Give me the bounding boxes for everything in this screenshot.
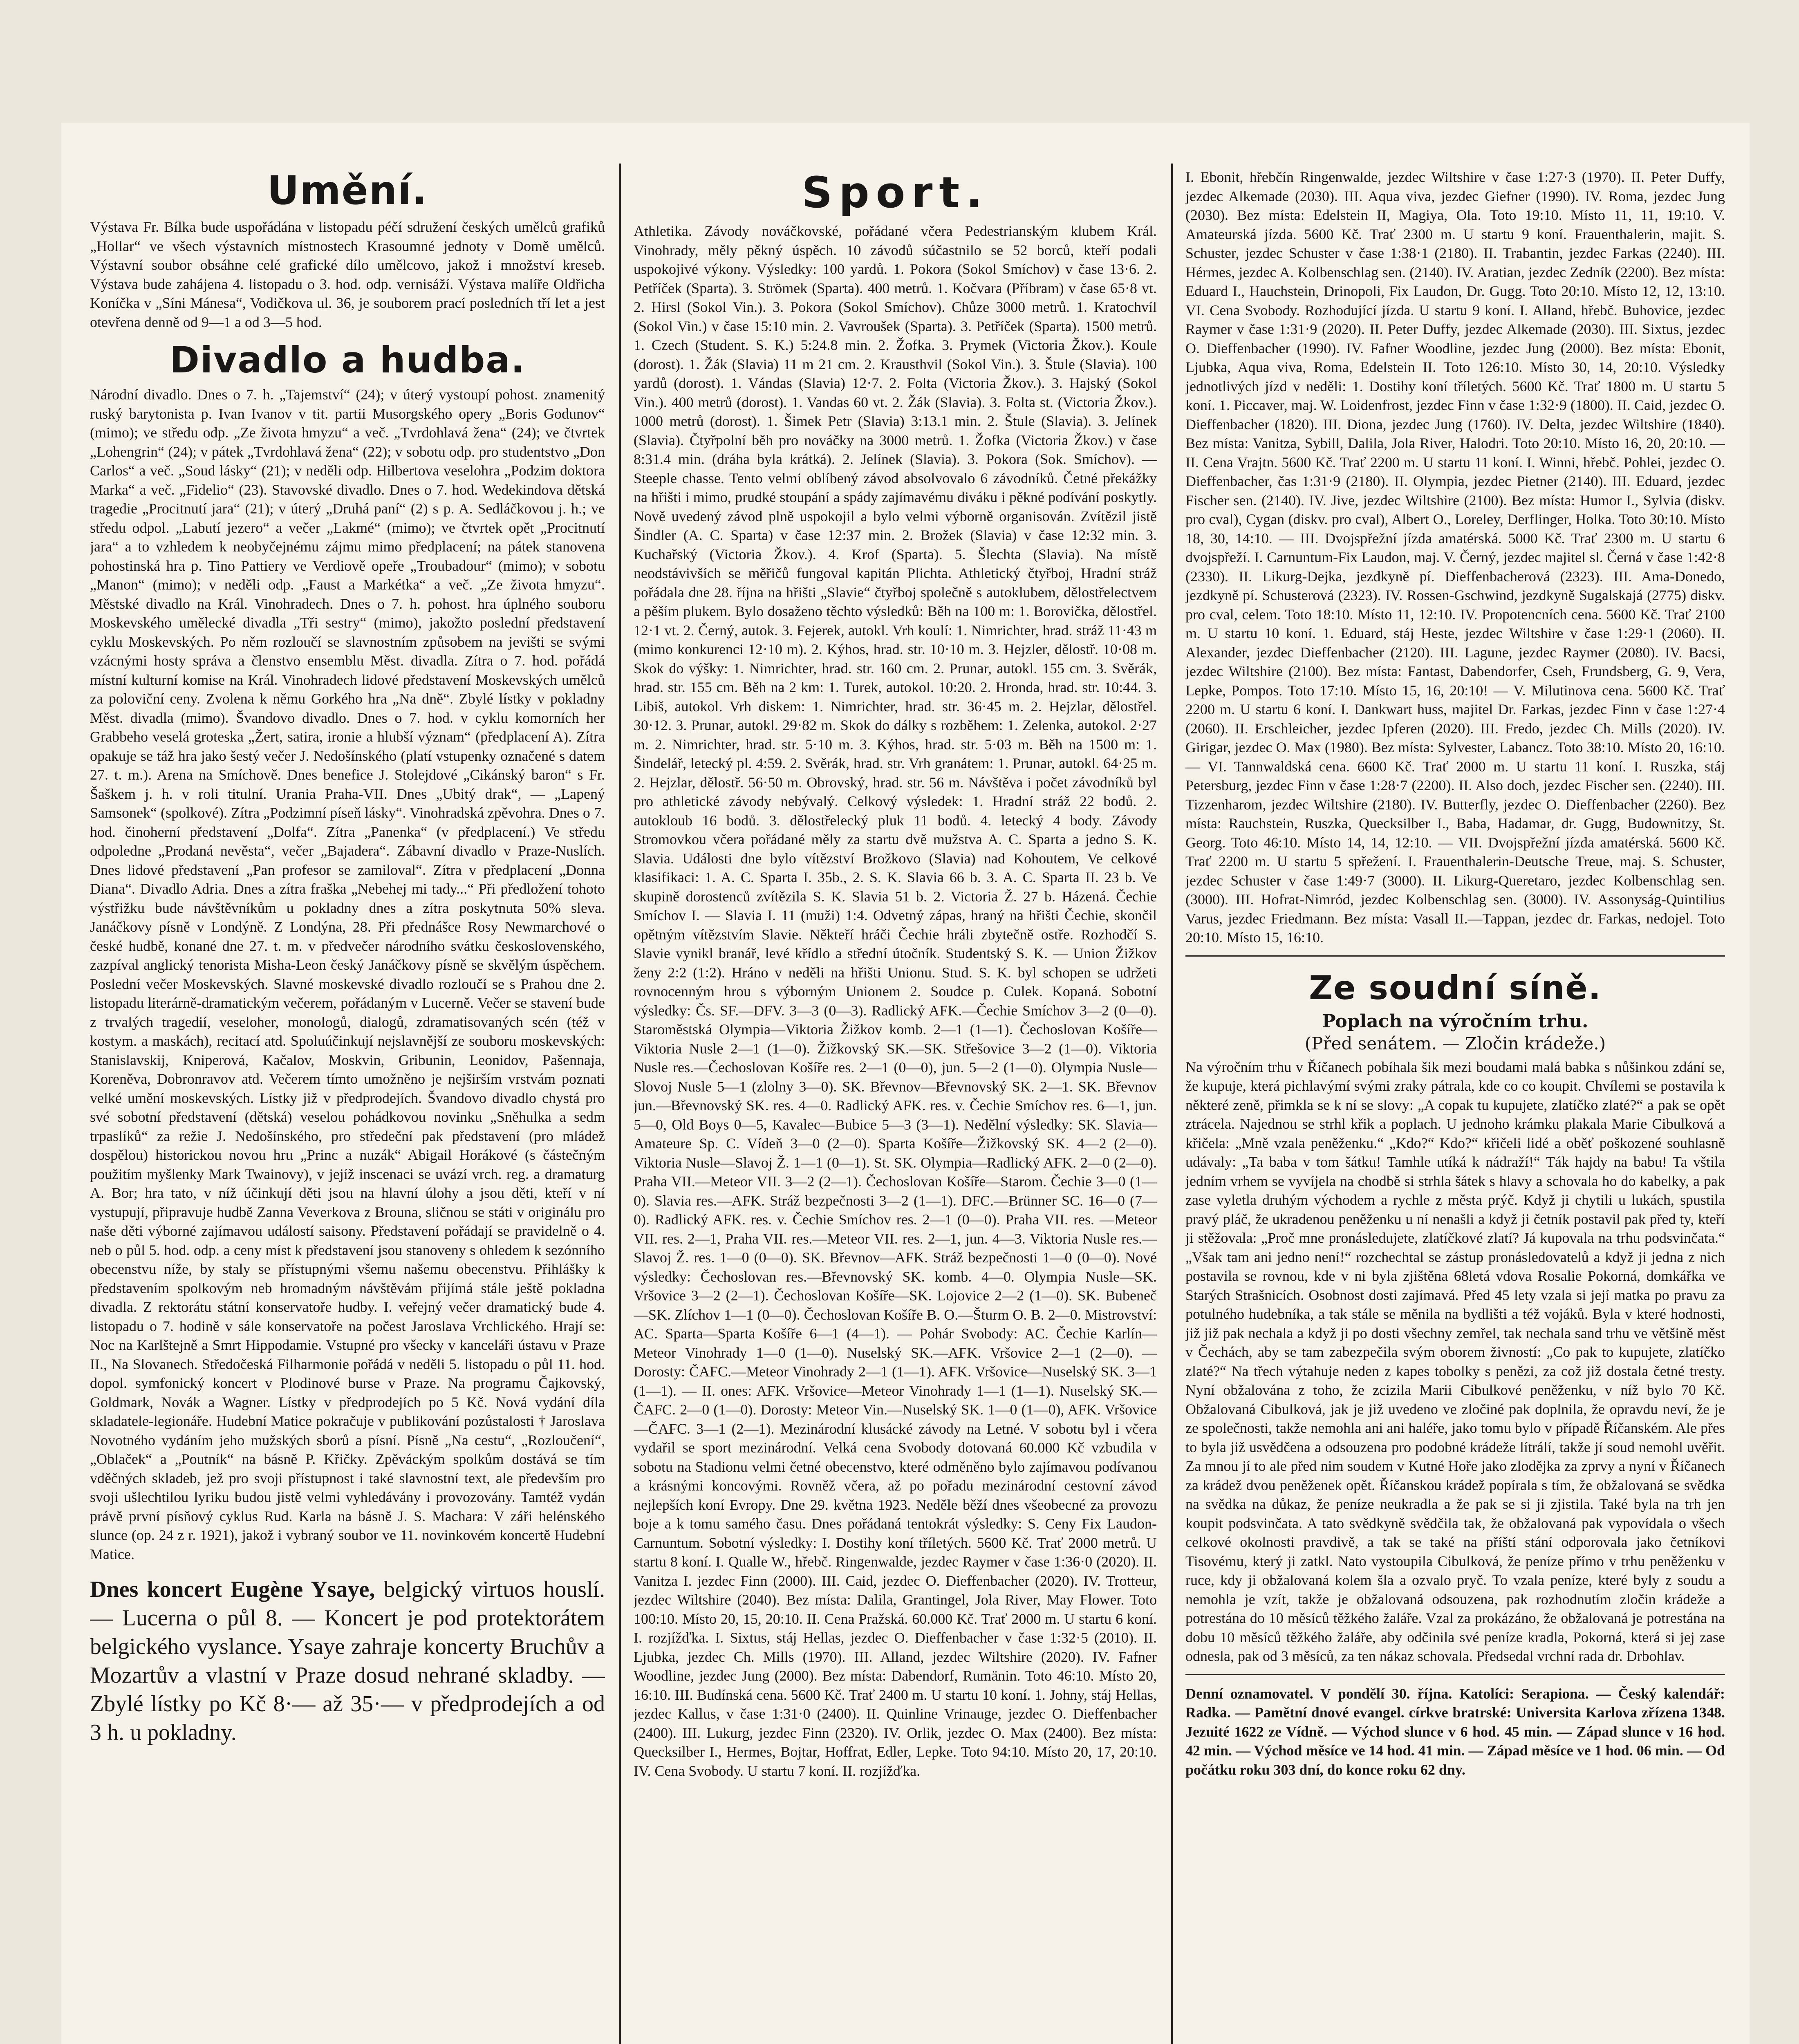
article-court: Na výročním trhu v Říčanech pobíhala šik mezi boudami malá babka s nůšinkou zdání se, že kupuje, která pichlavýmí svými zraky pátrala, kde co co koupit. Chvílemi se postavila k některé zeně, přimkla se k ní se slovy: „A copak tu kupujete, zlatíčko zlaté?“ a pak se opět ztrácela. Najednou se strhl křik a poplach. U jednoho krámku plakala Marie Cibulková a křičela: „Mně vzala peněženku.“ „Kdo?“ Kdo?“ křičeli lidé a oběť poškozené souhlasně udávaly: „Ta baba v tom šátku! Tamhle utíká k nádraží!“ Ták hajdy na babu! Ta vštila jedním vrhem se vyvíjela na chodbě si strhla šátek s hlavy a schovala ho do kabelky, a pak zase vyletla druhým východem a rychle z města prýč. Když ji chytili u lukách, spustila pravý pláč, že ukradenou peněženku u ní nenašli a když ji četník postavil pak před ty, kteří ji stěžovala: „Proč mne pronásledujete, zlatíčkové zlatí? Já kupovala na trhu podsvinčata.“ „Však tam ani jedno není!“ rozchechtal se zástup pronásledovatelů a když ji jedna z nich postavila se rovnou, kde v ni byla zjištěna 68letá vdova Rosalie Pokorná, domkářka ve Starých Strašnicích. Osobnost dosti zajímavá. Před 45 lety vzala si její matka po pravu za potulného hudebníka, a tak stále se měnila na bydlišti a též vojáků. Byla v které hodnosti, již již pak nechala a když ji po dosti všechny zemřel, tak nechala sand trhu ve většině měst v Čechách, aby se tam zabezpečila svým oborem živností: „Co pak to kupujete, zlatíčko zlaté?“ Na třech výtahuje neden z kapes tobolky s penězi, za což již dostala četné tresty. Nyní obžalována z toho, že zcizila Marii Cibulkové peněženku, v níž bylo 70 Kč. Obžalovaná Cibulková, jak je již uvedeno ve zločiné pak doplnila, že opravdu neví, že je ze společnosti, takže nemohla ani ani haléře, jako tomu bylo v případě Říčanském. Ale přes to byla již usvědčena a odsouzena pro podobné krádeže lítrálí, takže jí soud nemohl uvěřit. Za mnou jí to ale před nim soudem v Kutné Hoře jako zlodějka za zprvy a nyní v Říčanech za krádež dvou peněženek opět. Říčanskou krádež popírala s tím, že obžalovaná se svědka na svědka na důkaz, že peníze neukradla a že pak se si ji zjistila. Také byla na trh jen koupit podsvinčata. A tato svědkyně svědčila tak, že obžalovaná pak vypovídala o všech celkové okolnosti pravdivě, a tak se také na příští stání odporovala jako četníkovi Tisovému, který ji zatkl. Nato vystoupila Cibulková, že peníze přímo v trhu peněženku v ruce, kdy ji obžalovaná kolem šla a ozvalo pryč. To vzala peníze, které byly z soudu a nemohla je vzít, takže je obžalovaná odsouzena, pak rozhodnutím zločin krádeže a potrestána do 10 měsíců těžkého žaláře. Vzal za prokázáno, že obžalovaná je potrestána na dobu 10 měsíců těžkého žaláře, aby odčinila své peníze kradla, Pokorná, která si jej zase odnesla, pak od 3 měsíců, za ten nákaz schovala. Předsedal vrchní rada dr. Drbohlav. xyxy=(1185,1058,1725,1664)
court-subheading: Poplach na výročním trhu. xyxy=(1322,1011,1588,1032)
daily-announcer: Denní oznamovatel. V pondělí 30. října. Katolíci: Serapiona. — Český kalendář: Radka. — Pamětní dnové evangel. církve bratrské: Universita Karlova zřízena 1348. Jezuité 1622 ze Vídně. — Východ slunce v 6 hod. 45 min. — Západ slunce v 16 hod. 42 min. — Východ měsíce ve 14 hod. 41 min. — Západ měsíce ve 1 hod. 06 min. — Od počátku roku 303 dní, do konce roku 62 dny. xyxy=(1185,1685,1725,1778)
article-sport-continued: I. Ebonit, hřebčín Ringenwalde, jezdec Wiltshire v čase 1:27·3 (1970). II. Peter Duffy, jezdec Alkemade (2030). III. Aqua viva, jezdec Giefner (1990). IV. Roma, jezdec Jung (2030). Bez místa: Edelstein II, Magiya, Ola. Toto 19:10. Místo 11, 11, 19:10. V. Amateurská jízda. 5600 Kč. Trať 2300 m. U startu 9 koní. Frauenthalerin, majit. S. Schuster, jezdec Schuster v čase 1:38·1 (2180). II. Trabantin, jezdec Farkas (2240). III. Hérmes, jezdec A. Kolbenschlag sen. (2140). IV. Aratian, jezdec Zedník (2200). Bez místa: Eduard I., Hauchstein, Drinopoli, Fix Laudon, Dr. Gugg. Toto 20:10. Místo 12, 12, 13:10. VI. Cena Svobody. Rozhodující jízda. U startu 9 koní. I. Alland, hřebč. Buhovice, jezdec Raymer v čase 1:31·9 (2020). II. Peter Duffy, jezdec Alkemade (2030). III. Sixtus, jezdec O. Dieffenbacher (1990). IV. Fafner Woodline, jezdec Jung (2000). Bez místa: Ebonit, Ljubka, Aqua viva, Roma, Edelstein II. Toto 126:10. Místo 30, 14, 20:10. Výsledky jednotlivých jízd v neděli: 1. Dostihy koní tříletých. 5600 Kč. Trať 1800 m. U startu 5 koní. 1. Piccaver, maj. W. Loidenfrost, jezdec Finn v čase 1:32·9 (1800). II. Caid, jezdec O. Dieffenbacher (1820). III. Diona, jezdec Jung (1760). IV. Delta, jezdec Wiltshire (1840). Bez místa: Vanitza, Sybill, Dalila, Jola River, Halodri. Toto 20:10. Místo 16, 20, 20:10. — II. Cena Vrajtn. 5600 Kč. Trať 2200 m. U startu 11 koní. I. Winni, hřebč. Pohlei, jezdec O. Dieffenbacher, čas 1:31·9 (2180). II. Olympia, jezdec Pietner (2140). III. Eduard, jezdec Fischer sen. (2140). IV. Jive, jezdec Wiltshire (2100). Bez místa: Humor I., Sylvia (diskv. pro cval), Cygan (diskv. pro cval), Albert O., Loreley, Derflinger, Holka. Toto 30:10. Místo 18, 30, 14:10. — III. Dvojspřežní jízda amatérská. 5000 Kč. Trať 2300 m. U startu 6 dvojspřeží. I. Carnuntum-Fix Laudon, maj. V. Černý, jezdec majitel sl. Černá v čase 1:42·8 (2330). II. Likurg-Dejka, jezdkyně pí. Dieffenbacherová (2323). III. Ama-Donedo, jezdkyně pí. Schusterová (2323). IV. Rossen-Gschwind, jezdkyně Sugalskajá (2775) diskv. pro cval, celem. Toto 18:10. Místo 11, 12:10. IV. Propotencních cena. 5600 Kč. Trať 2100 m. U startu 10 koní. 1. Eduard, stáj Heste, jezdec Wiltshire v čase 1:29·1 (2060). II. Alexander, jezdec Dieffenbacher (2120). III. Lagune, jezdec Raymer (2080). IV. Bacsi, jezdec Wiltshire (2100). Bez místa: Fantast, Dabendorfer, Cseh, Frundsberg, G. 9, Vera, Lepke, Pompos. Toto 17:10. Místo 15, 16, 20:10! — V. Milutinova cena. 5600 Kč. Trať 2200 m. U startu 6 koní. I. Dankwart huss, majitel Dr. Farkas, jezdec Finn v čase 1:27·4 (2060). II. Erschleicher, jezdec Ipferen (2020). III. Fredo, jezdec Ch. Mills (2020). IV. Girigar, jezdec O. Max (1980). Bez místa: Sylvester, Labancz. Toto 38:10. Místo 20, 16:10. — VI. Tannwaldská cena. 6600 Kč. Trať 2000 m. U startu 11 koní. I. Ruszka, stáj Petersburg, jezdec Finn v čase 1:28·7 (2200). II. Also doch, jezdec Fischer sen. (2240). III. Tizzenharom, jezdec Wiltshire (2180). IV. Butterfly, jezdec O. Dieffenbacher (2260). Bez místa: Rauchstein, Ruszka, Quecksilber I., Baba, Hadamar, dr. Gugg, Budownitzy, St. Georg. Toto 46:10. Místo 14, 14, 12:10. — VII. Dvojspřežní jízda amatérská. 5600 Kč. Trať 2200 m. U startu 5 spřežení. I. Frauenthalerin-Deutsche Treue, maj. S. Schuster, jezdec Schuster v čase 1:49·7 (3000). II. Likurg-Queretaro, jezdec Kolbenschlag sen. (3000). III. Hofrat-Nimród, jezdec Kolbenschlag sen. (3000). IV. Assonyság-Quintilius Varus, jezdec Friedmann. Bez místa: Vasall II.—Tappan, jezdec dr. Farkas, nedojel. Toto 20:10. Místo 15, 16:10. xyxy=(1185,169,1725,946)
column-rule xyxy=(1171,164,1173,2044)
column-right xyxy=(1185,168,1725,2044)
heading-ze-soudni-sine: Ze soudní síně. xyxy=(1309,968,1602,1007)
newspaper-page xyxy=(61,123,1750,2044)
article-umeni: Výstava Fr. Bílka bude uspořádána v listopadu péčí sdružení českých umělců grafiků „Hollar“ ve všech výstavních místnostech Krasoumné jednoty v Domě umělců. Výstavní soubor obsáhne celé grafické dílo umělcovo, jakož i množství kreseb. Výstava bude zahájena 4. listopadu o 3. hod. odp. vernisáží. Výstava malíře Oldřicha Koníčka v „Síni Mánesa“, Vodičkova ul. 36, je souborem prací posledních tří let a jest otevřena denně od 9—1 a od 3—5 hod. xyxy=(90,219,605,330)
ysaye-text: belgický virtuos houslí. — Lucerna o půl 8. — Koncert je pod protektorátem belgického vyslance. Ysaye zahraje koncerty Bruchův a Mozartův a vlastní v Praze dosud nehrané skladby. — Zbylé lístky po Kč 8·— až 35·— v předprodejích a od 3 h. u pokladny. xyxy=(90,1577,605,1745)
section-divider xyxy=(1185,1674,1725,1675)
heading-sport: Sport. xyxy=(802,168,989,217)
section-divider xyxy=(1185,955,1725,957)
column-left xyxy=(90,168,605,2044)
column-rule xyxy=(619,164,621,2044)
court-subheading-senate: (Před senátem. — Zločin krádeže.) xyxy=(1304,1033,1606,1053)
ysaye-announcement xyxy=(90,1575,605,1747)
article-divadlo: Národní divadlo. Dnes o 7. h. „Tajemství“ (24); v úterý vystoupí pohost. znamenitý ruský barytonista p. Ivan Ivanov v tit. partii Musorgského opery „Boris Godunov“ (mimo); ve středu odp. „Ze života hmyzu“ a več. „Tvrdohlavá žena“ (24); ve čtvrtek „Lohengrin“ (24); v pátek „Tvrdohlavá žena“ (22); v sobotu odp. pro studentstvo „Don Carlos“ a več. „Soud lásky“ (21); v neděli odp. Hilbertova veselohra „Podzim doktora Marka“ a več. „Fidelio“ (23). Stavovské divadlo. Dnes o 7. hod. Wedekindova dětská tragedie „Procitnutí jara“ (21); v úterý „Druhá paní“ (2) s p. A. Sedláčkovou j. h.; ve středu odpol. „Labutí jezero“ a večer „Lakmé“ (mimo); ve čtvrtek opět „Procitnutí jara“ a to vzhledem k neobyčejnému zájmu mimo předplacení; na pátek stanovena pohostinská hra p. Tino Pattiery ve Verdiově opeře „Troubadour“ (mimo); v sobotu „Manon“ (mimo); v neděli odp. „Faust a Markétka“ a več. „Ze života hmyzu“. Městské divadlo na Král. Vinohradech. Dnes o 7. h. pohost. hra úplného souboru Moskevského umělecké divadla „Tři sestry“ (mimo), jakožto poslední představení cyklu Moskevských. Po něm rozloučí se slavnostním způsobem na jevišti se svými vzácnými hosty správa a členstvo ensemblu Měst. divadla. Zítra o 7. hod. pořádá místní kulturní komise na Král. Vinohradech lidové představení Moskevských umělců za poloviční ceny. Zvolena k němu Gorkého hra „Na dně“. Zbylé lístky v pokladny Měst. divadla (mimo). Švandovo divadlo. Dnes o 7. hod. v cyklu komorních her Grabbeho veselá groteska „Žert, satira, ironie a hlubší význam“ (předplacení A). Zítra opakuje se táž hra jako šestý večer J. Nedošínského (platí vstupenky označené s datem 27. t. m.). Arena na Smíchově. Dnes benefice J. Stolejdové „Cikánský baron“ s Fr. Šaškem j. h. v roli titulní. Urania Praha-VII. Dnes „Ubitý drak“, — „Lapený Samsonek“ (spolkové). Zítra „Podzimní píseň lásky“. Vinohradská zpěvohra. Dnes o 7. hod. činoherní představení „Dolfa“. Zítra „Panenka“ (v předplacení.) Ve středu odpoledne „Prodaná nevěsta“, večer „Bajadera“. Zábavní divadlo v Praze-Nuslích. Dnes lidové představení „Pan profesor se zamiloval“. Zítra v předplacení „Donna Diana“. Divadlo Adria. Dnes a zítra fraška „Nebehej mi tady...“ Při předložení tohoto výstřižku bude návštěvníkům u pokladny dnes a zítra poskytnuta 50% sleva. Janáčkovy písně v Londýně. Z Londýna, 28. Při přednášce Rosy Newmarchové o české hudbě, konané dne 27. t. m. v předvečer národního svátku československého, zazpíval anglický tenorista Misha-Leon český Janáčkovy písně se skvělým úspěchem. Poslední večer Moskevských. Slavné moskevské divadlo rozloučí se s Prahou dne 2. listopadu literárně-dramatickým večerem, pořádaným v Lucerně. Večer se stavení bude z trvalých tragedií, veseloher, monologů, dialogů, zdramatisovaných scén (též v kostym. a maskách), recitací atd. Spoluúčinkují nejslavnější ze souboru moskevských: Stanislavskij, Kniperová, Kačalov, Moskvin, Gribunin, Leonidov, Pašennaja, Koreněva, Dobronravov atd. Večerem tímto umožněno je nejširším vrstvám poznati velké umění moskevských. Lístky již v předprodejích. Švandovo divadlo chystá pro své sobotní představení (dětská) veselou pohádkovou novinku „Sněhulka a sedm trpaslíků“ za režie J. Nedošínského, pro středeční pak představení (pro mládež dospělou) historickou novou hru „Princ a nuzák“ Abigail Horákové (s částečným použitím myšlenky Mark Twainovy), v jejíž inscenaci se uvází vrch. reg. a dramaturg A. Bor; hra tato, v níž účinkují děti jsou na hlavní úlohy a jsou děti, kteří v ní vystupují, připravuje hudbě Zanna Veverkova z Brouna, sličnou se státi v originálu pro naše děti výborné zajímavou událostí saisony. Představení pořádají se pravidelně o 4. neb o půl 5. hod. odp. a ceny míst k představení jsou stanoveny s ohledem k sezónního obecenstvu níže, by staly se přístupnými všemu našemu obecenstvu. Přihlášky k představením spolkovým neb hromadným návštěvám přijímá stále ještě pokladna divadla. Z rektorátu státní konservatoře hudby. I. veřejný večer dramatický bude 4. listopadu o 7. hodině v sále konservatoře na počest Jaroslava Vrchlického. Hrají se: Noc na Karlštejně a Smrt Hippodamie. Vstupné pro všecky v kanceláři ústavu v Praze II., Na Slovanech. Středočeská Filharmonie pořádá v neděli 5. listopadu o půl 11. hod. dopol. symfonický koncert v Plodinové burse v Praze. Na programu Čajkovský, Goldmark, Novák a Wagner. Lístky v předprodejích po 5 Kč. Nová vydání díla skladatele-legionáře. Hudební Matice pokračuje v publikování pozůstalosti † Jaroslava Novotného vydáním jeho mužských sborů a písní. Písně „Na cestu“, „Rozloučení“, „Oblaček“ a „Poutník“ na básně P. Křičky. Zpěváckým spolkům dostává se tím vděčných skladeb, jež pro svoji přístupnost i také slavnostní text, ale především pro svoji ušlechtilou lyriku budou jistě velmi vyhledávány i provozovány. Tamtéž vydán právě první písňový cyklus Rud. Karla na básně J. S. Machara: V záři helénského slunce (op. 24 z r. 1921), jakož i vybraný soubor ve 11. novinkovém koncertě Hudební Matice. xyxy=(90,386,605,1562)
heading-divadlo-a-hudba: Divadlo a hudba. xyxy=(169,339,526,381)
column-middle xyxy=(634,168,1157,2044)
article-sport: Athletika. Závody nováčkovské, pořádané včera Pedestrianským klubem Král. Vinohrady, měly pěkný úspěch. 10 závodů súčastnilo se 52 borců, kteří podali uspokojivé výkony. Výsledky: 100 yardů. 1. Pokora (Sokol Smíchov) v čase 13·6. 2. Petříček (Sparta). 3. Strömek (Sparta). 400 metrů. 1. Kočvara (Příbram) v čase 65·8 vt. 2. Hirsl (Sokol Vin.). 3. Pokora (Sokol Smíchov). Chůze 3000 metrů. 1. Kratochvíl (Sokol Vin.) v čase 15:10 min. 2. Vavroušek (Sparta). 3. Petříček (Sparta). 1500 metrů. 1. Czech (Student. S. K.) 5:24.8 min. 2. Žofka. 3. Prymek (Victoria Žkov.). Koule (dorost). 1. Žák (Slavia) 11 m 21 cm. 2. Krausthvil (Sokol Vin.). 3. Štule (Slavia). 100 yardů (dorost). 1. Vándas (Slavia) 12·7. 2. Folta (Victoria Žkov.). 3. Hajský (Sokol Vin.). 400 metrů (dorost). 1. Vandas 60 vt. 2. Žák (Slavia). 3. Folta st. (Victoria Žkov.). 1000 metrů (dorost). 1. Šimek Petr (Slavia) 3:13.1 min. 2. Štule (Slavia). 3. Jelínek (Slavia). Čtyřpolní běh pro nováčky na 3000 metrů. 1. Žofka (Victoria Žkov.) v čase 8:31.4 min. (dráha byla krátká). 2. Jelínek (Slavia). 3. Pokora (Sok. Smíchov). — Steeple chasse. Tento velmi oblíbený závod absolvovalo 6 závodníků. Četné překážky na hřišti i mimo, prudké stoupání a spády zajímavému diváku i pěkné podívání poskytly. Nově uvedený závod plně uspokojil a bylo velmi výborně organisován. Zvítězil jistě Šindler (A. C. Sparta) v čase 12:37 min. 2. Brožek (Slavia) v čase 12:32 min. 3. Kuchařský (Victoria Žkov.). 4. Krof (Sparta). 5. Šlechta (Slavia). Na místě neodstávivších se měřičů fungoval kapitán Plichta. Athletický čtyřboj, Hradní stráž pořádala dne 28. října na hřišti „Slavie“ čtyřboj společně s autoklubem, dělostřelectvem a pěším plukem. Bylo dosaženo těchto výsledků: Běh na 100 m: 1. Borovička, dělostřel. 12·1 vt. 2. Černý, autok. 3. Fejerek, autokl. Vrh koulí: 1. Nimrichter, hrad. stráž 11·43 m (mimo konkurenci 12·10 m). 2. Kýhos, hrad. str. 10·10 m. 3. Hejzler, dělostř. 10·08 m. Skok do výšky: 1. Nimrichter, hrad. str. 160 cm. 2. Prunar, autokl. 155 cm. 3. Svěrák, hrad. str. 155 cm. Běh na 2 km: 1. Turek, autokol. 10:20. 2. Hronda, hrad. str. 10:44. 3. Libiš, autokol. Vrh diskem: 1. Nimrichter, hrad. str. 36·45 m. 2. Hejzlar, dělostřel. 30·12. 3. Prunar, autokl. 29·82 m. Skok do dálky s rozběhem: 1. Zelenka, autokol. 2·27 m. 2. Nimrichter, hrad. str. 5·10 m. 3. Kýhos, hrad. str. 5·03 m. Běh na 1500 m: 1. Šindelář, letecký pl. 4:59. 2. Svěrák, hrad. str. Vrh granátem: 1. Prunar, autokl. 64·25 m. 2. Hejzlar, dělostř. 56·50 m. Obrovský, hrad. str. 56 m. Návštěva i počet závodníků byl pro athletické závody nebývalý. Celkový výsledek: 1. Hradní stráž 22 bodů. 2. autokloub 16 bodů. 3. dělostřelecký pluk 11 bodů. 4. letecký 4 body. Závody Stromovkou včera pořádané měly za startu dvě mužstva A. C. Sparta a jedno S. K. Slavia. Události dne bylo vítězství Brožkovo (Slavia) nad Kohoutem, Ve celkové klasifikaci: 1. A. C. Sparta I. 35b., 2. S. K. Slavia 66 b. 3. A. C. Sparta II. 23 b. Ve skupině dorostenců zvítězila S. K. Slavia 51 b. 2. Victoria Ž. 27 b. Házená. Čechie Smíchov I. — Slavia I. 11 (muži) 1:4. Odvetný zápas, hraný na hřišti Čechie, skončil opětným vítězstvím Slavie. Někteří hráči Čechie hráli zbytečně ostře. Rozhodčí S. Slavie vynikl branář, levé křídlo a střední útočník. Studentský S. K. — Union Žižkov ženy 2:2 (1:2). Hráno v neděli na hřišti Unionu. Stud. S. K. byl schopen se udržeti rovnocenným hrou s výborným Unionem 2. Soudce p. Culek. Kopaná. Sobotní výsledky: Čs. SF.—DFV. 3—3 (0—3). Radlický AFK.—Čechie Smíchov 3—2 (0—0). Staroměstská Olympia—Viktoria Žižkov komb. 2—1 (1—1). Čechoslovan Košíře—Viktoria Nusle 2—1 (1—0). Žižkovský SK.—SK. Střešovice 3—2 (1—0). Viktoria Nusle res.—Čechoslovan Košíře res. 2—1 (0—0), jun. 5—2 (1—0). Olympia Nusle—Slovoj Nusle 5—1 (zlolny 3—0). SK. Břevnov—Břevnovský SK. 2—1. SK. Břevnov jun.—Břevnovský SK. res. 4—0. Radlický AFK. res. v. Čechie Smíchov res. 6—1, jun. 5—0, Old Boys 0—5, Kavalec—Bubice 5—3 (3—1). Nedělní výsledky: SK. Slavia—Amateure Sp. C. Vídeň 3—0 (2—0). Sparta Košíře—Žižkovský SK. 4—2 (2—0). Viktoria Nusle—Slavoj Ž. 1—1 (0—1). St. SK. Olympia—Radlický AFK. 2—0 (2—0). Praha VII.—Meteor VII. 3—2 (2—1). Čechoslovan Košíře—Starom. Čechie 3—0 (1—0). Slavia res.—AFK. Stráž bezpečnosti 3—2 (1—1). DFC.—Brünner SC. 16—0 (7—0). Radlický AFK. res. v. Čechie Smíchov res. 2—1 (0—0). Praha VII. res. —Meteor VII. res. 2—1, Praha VII. res.—Meteor VII. res. 2—1, jun. 4—3. Viktoria Nusle res.—Slavoj Ž. res. 1—0 (0—0). SK. Břevnov—AFK. Stráž bezpečnosti 1—0 (0—0). Nové výsledky: Čechoslovan res.—Břevnovský SK. komb. 4—0. Olympia Nusle—SK. Vršovice 3—2 (2—1). Čechoslovan Košíře—SK. Lojovice 2—2 (1—0). SK. Bubeneč—SK. Zlíchov 1—1 (0—0). Čechoslovan Košíře B. O.—Šturm O. B. 2—0. Mistrovství: AC. Sparta—Sparta Košíře 6—1 (4—1). — Pohár Svobody: AC. Čechie Karlín—Meteor Vinohrady 1—0 (1—0). Nuselský SK.—AFK. Vršovice 2—1 (2—0). — Dorosty: ČAFC.—Meteor Vinohrady 2—1 (1—1). AFK. Vršovice—Nuselský SK. 3—1 (1—1). — II. ones: AFK. Vršovice—Meteor Vinohrady 1—1 (1—1). Nuselský SK.—ČAFC. 2—0 (1—0). Dorosty: Meteor Vin.—Nuselský SK. 1—0 (1—0), AFK. Vršovice—ČAFC. 3—1 (2—1). Mezinárodní klusácké závody na Letné. V sobotu byl i včera vydařil se sport mezinárodní. Velká cena Svobody dotovaná 60.000 Kč vzbudila v sobotu na Stadionu velmi četné obecenstvo, které odměněno bylo zajímavou podívanou a krásnými koncovými. Rovněž včera, až po pořadu mezinárodní cestovní závod nejlepších koní Evropy. Dne 29. května 1923. Neděle běží dnes všeobecné za provozu boje a k tomu samého času. Dnes pořádaná tentokrát výsledky: S. Ceny Fix Laudon-Carnuntum. Sobotní výsledky: I. Dostihy koní tříletých. 5600 Kč. Trať 2000 metrů. U startu 8 koní. I. Qualle W., hřebč. Ringenwalde, jezdec Raymer v čase 1:36·0 (2020). II. Vanitza I. jezdec Finn (2000). III. Caid, jezdec O. Dieffenbacher (2020). IV. Trotteur, jezdec Wiltshire (2040). Bez místa: Dalila, Grantingel, Jola River, May Flower. Toto 100:10. Místo 20, 15, 20:10. II. Cena Pražská. 60.000 Kč. Trať 2000 m. U startu 6 koní. I. rozjížďka. I. Sixtus, stáj Hellas, jezdec O. Dieffenbacher v čase 1:32·5 (2010). II. Ljubka, jezdec Ch. Mills (1970). III. Alland, jezdec Wiltshire (2020). IV. Fafner Woodline, jezdec Jung (2000). Bez místa: Dabendorf, Rumänin. Toto 46:10. Místo 20, 16:10. III. Budínská cena. 5600 Kč. Trať 2400 m. U startu 10 koní. 1. Johny, stáj Hellas, jezdec Kallus, v čase 1:31·0 (2400). II. Quinline Vrinauge, jezdec O. Dieffenbacher (2400). III. Lukurg, jezdec Finn (2320). IV. Orlik, jezdec O. Max (2400). Bez místa: Quecksilber I., Hermes, Bojtar, Hoffrat, Edler, Lepke. Toto 94:10. Místo 20, 17, 20:10. IV. Cena Svobody. U startu 7 koní. II. rozjížďka. xyxy=(634,223,1157,1779)
ysaye-lead: Dnes koncert Eugène Ysaye, xyxy=(90,1577,375,1602)
heading-umeni: Umění. xyxy=(267,168,428,213)
